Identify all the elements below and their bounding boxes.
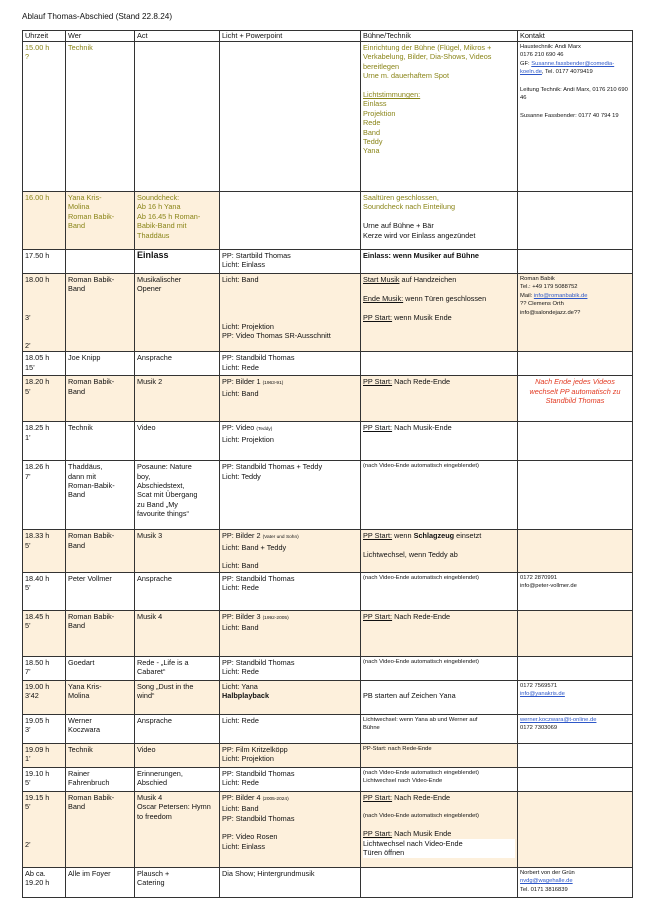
cell-uhrzeit: 16.00 h — [23, 192, 66, 250]
cell-kontakt — [518, 767, 633, 791]
cell-act: Erinnerungen, Abschied — [135, 767, 220, 791]
table-row — [23, 714, 633, 743]
cell-act — [135, 42, 220, 192]
cell-uhrzeit: 19.09 h 1’ — [23, 743, 66, 767]
cell-act: Ansprache — [135, 714, 220, 743]
cell-kontakt — [518, 461, 633, 530]
cell-act: Song „Dust in the wind“ — [135, 680, 220, 714]
cell-buehne: Einrichtung der Bühne (Flügel, Mikros + Verkabelung, Bilder, Dia-Shows, Videos bereitlegen Urne m. dauerhaftem Spot Lichtstimmungen: Einlass Projektion Rede Band Teddy Yana — [361, 42, 518, 192]
cell-kontakt — [518, 530, 633, 573]
table-row — [23, 422, 633, 461]
cell-buehne: PP Start: wenn Schlagzeug einsetzt Lichtwechsel, wenn Teddy ab — [361, 530, 518, 573]
cell-kontakt — [518, 192, 633, 250]
cell-wer: Technik — [66, 422, 135, 461]
cell-kontakt — [518, 791, 633, 867]
cell-kontakt — [518, 376, 633, 422]
cell-licht: PP: Bilder 3 (1992-2005) Licht: Band — [220, 610, 361, 656]
cell-wer: Roman Babik- Band — [66, 610, 135, 656]
cell-kontakt — [518, 352, 633, 376]
cell-act: Musikalischer Opener — [135, 274, 220, 352]
cell-licht: PP: Bilder 2 (Vater und Sohn) Licht: Band + Teddy Licht: Band — [220, 530, 361, 573]
cell-kontakt — [518, 422, 633, 461]
cell-buehne: (nach Video-Ende automatisch eingeblendet) — [361, 656, 518, 680]
cell-licht: PP: Video (Teddy) Licht: Projektion — [220, 422, 361, 461]
cell-kontakt: Haustechnik: Andi Marx 0176 210 690 46 GF: Susanne.fassbender@comedia-koeln.de, Tel. 0177 4079419 Leitung Technik: Andi Marx, 0176 210 690 46 Susanne Fassbender: 0177 40 794 19 — [518, 42, 633, 192]
cell-licht: PP: Standbild Thomas + Teddy Licht: Teddy — [220, 461, 361, 530]
cell-kontakt — [518, 250, 633, 274]
cell-wer: Roman Babik- Band — [66, 530, 135, 573]
cell-wer — [66, 250, 135, 274]
cell-kontakt: 0172 2870991 info@peter-vollmer.de — [518, 572, 633, 610]
cell-wer: Rainer Fahrenbruch — [66, 767, 135, 791]
cell-licht: PP: Bilder 4 (2005-2024) Licht: Band PP: Standbild Thomas PP: Video Rosen Licht: Einlass — [220, 791, 361, 867]
cell-licht: Licht: Band Licht: Projektion PP: Video Thomas SR-Ausschnitt — [220, 274, 361, 352]
email-link[interactable]: werner.koczwara@t-online.de — [520, 716, 597, 723]
table-row — [23, 192, 633, 250]
col-header-kontakt: Kontakt — [518, 31, 633, 42]
cell-buehne: (nach Video-Ende automatisch eingeblendet) — [361, 461, 518, 530]
cell-uhrzeit: 18.45 h 5’ — [23, 610, 66, 656]
cell-uhrzeit: 15.00 h ? — [23, 42, 66, 192]
cell-wer: Goedart — [66, 656, 135, 680]
table-row — [23, 352, 633, 376]
cell-act: Ansprache — [135, 352, 220, 376]
table-row — [23, 791, 633, 867]
cell-wer: Werner Koczwara — [66, 714, 135, 743]
col-header-uhrzeit: Uhrzeit — [23, 31, 66, 42]
cell-licht: PP: Film Kritzelköpp Licht: Projektion — [220, 743, 361, 767]
cell-uhrzeit: 18.33 h 5’ — [23, 530, 66, 573]
table-row — [23, 461, 633, 530]
cell-uhrzeit: 18.25 h 1’ — [23, 422, 66, 461]
cell-wer: Joe Knipp — [66, 352, 135, 376]
cell-act: Musik 4 Oscar Petersen: Hymn to freedom — [135, 791, 220, 867]
table-row — [23, 250, 633, 274]
email-link[interactable]: info@yanakris.de — [520, 691, 565, 698]
cell-wer: Technik — [66, 743, 135, 767]
cell-buehne: PP Start: Nach Rede-Ende — [361, 376, 518, 422]
cell-uhrzeit: 18.20 h 5’ — [23, 376, 66, 422]
cell-act: Musik 3 — [135, 530, 220, 573]
table-row — [23, 767, 633, 791]
email-link[interactable]: info@romanbabik.de — [533, 292, 588, 299]
cell-licht: Dia Show; Hintergrundmusik — [220, 867, 361, 897]
cell-buehne: Lichtwechsel: wenn Yana ab und Werner auf Bühne — [361, 714, 518, 743]
cell-uhrzeit: 19.00 h 3’42 — [23, 680, 66, 714]
cell-act: Plausch + Catering — [135, 867, 220, 897]
cell-uhrzeit: 19.10 h 5’ — [23, 767, 66, 791]
cell-kontakt — [518, 610, 633, 656]
cell-wer: Roman Babik- Band — [66, 791, 135, 867]
col-header-act: Act — [135, 31, 220, 42]
email-link[interactable]: nvdg@wagehalle.de — [520, 878, 573, 885]
col-header-licht: Licht + Powerpoint — [220, 31, 361, 42]
cell-act: Posaune: Nature boy, Abschiedstext, Scat mit Übergang zu Band „My favourite things“ — [135, 461, 220, 530]
note-video-switch: Nach Ende jedes Videos wechselt PP automatisch zu Standbild Thomas — [529, 377, 623, 405]
cell-uhrzeit: 18.50 h 7’ — [23, 656, 66, 680]
cell-buehne — [361, 352, 518, 376]
cell-buehne: Saaltüren geschlossen, Soundcheck nach Einteilung Urne auf Bühne + Bär Kerze wird vor Einlass angezündet — [361, 192, 518, 250]
table-row — [23, 610, 633, 656]
table-row — [23, 743, 633, 767]
cell-act: Video — [135, 422, 220, 461]
table-row — [23, 376, 633, 422]
cell-buehne — [361, 867, 518, 897]
cell-wer: Alle im Foyer — [66, 867, 135, 897]
cell-licht: PP: Standbild Thomas Licht: Rede — [220, 572, 361, 610]
cell-buehne: (nach Video-Ende automatisch eingeblendet) Lichtwechsel nach Video-Ende — [361, 767, 518, 791]
cell-kontakt: Norbert von der Grün nvdg@wagehalle.de Tel. 0171 3816839 — [518, 867, 633, 897]
cell-buehne: PP Start: Nach Musik-Ende — [361, 422, 518, 461]
cell-wer: Roman Babik- Band — [66, 376, 135, 422]
col-header-buehne: Bühne/Technik — [361, 31, 518, 42]
col-header-wer: Wer — [66, 31, 135, 42]
cell-act: Musik 4 — [135, 610, 220, 656]
cell-licht: Licht: Rede — [220, 714, 361, 743]
table-row — [23, 572, 633, 610]
cell-licht: PP: Startbild Thomas Licht: Einlass — [220, 250, 361, 274]
cell-uhrzeit: 18.40 h 5’ — [23, 572, 66, 610]
cell-act: Ansprache — [135, 572, 220, 610]
cell-wer: Peter Vollmer — [66, 572, 135, 610]
cell-wer: Roman Babik- Band — [66, 274, 135, 352]
cell-kontakt — [518, 656, 633, 680]
cell-licht: PP: Bilder 1 (1963-91) Licht: Band — [220, 376, 361, 422]
schedule-table — [22, 30, 633, 898]
cell-licht: PP: Standbild Thomas Licht: Rede — [220, 656, 361, 680]
table-row — [23, 530, 633, 573]
cell-uhrzeit: 19.05 h 3’ — [23, 714, 66, 743]
cell-uhrzeit: 17.50 h — [23, 250, 66, 274]
cell-uhrzeit: 19.15 h 5’ 2’ — [23, 791, 66, 867]
cell-licht — [220, 42, 361, 192]
cell-kontakt: Roman Babik Tel.: +49 179 5088752 Mail: info@romanbabik.de ?? Clemens Orth info@salondejazz.de?? — [518, 274, 633, 352]
table-header-row — [23, 31, 633, 42]
cell-buehne: PP-Start: nach Rede-Ende — [361, 743, 518, 767]
table-row — [23, 656, 633, 680]
cell-licht: PP: Standbild Thomas Licht: Rede — [220, 767, 361, 791]
cell-buehne: PP Start: Nach Rede-Ende — [361, 610, 518, 656]
cell-wer: Technik — [66, 42, 135, 192]
cell-act: Video — [135, 743, 220, 767]
cell-buehne: (nach Video-Ende automatisch eingeblendet) — [361, 572, 518, 610]
cell-licht — [220, 192, 361, 250]
cell-uhrzeit: 18.05 h 15’ — [23, 352, 66, 376]
page-title: Ablauf Thomas-Abschied (Stand 22.8.24) — [22, 12, 173, 21]
cell-wer: Yana Kris- Molina — [66, 680, 135, 714]
cell-kontakt — [518, 743, 633, 767]
cell-licht: Licht: Yana Halbplayback — [220, 680, 361, 714]
cell-kontakt: 0172 7569571 info@yanakris.de — [518, 680, 633, 714]
cell-act: Soundcheck: Ab 16 h Yana Ab 16.45 h Roman- Babik-Band mit Thaddäus — [135, 192, 220, 250]
cell-buehne: Start Musik auf Handzeichen Ende Musik: wenn Türen geschlossen PP Start: wenn Musik Ende — [361, 274, 518, 352]
table-row — [23, 867, 633, 897]
cell-buehne: PP Start: Nach Rede-Ende (nach Video-Ende automatisch eingeblendet) PP Start: Nach Musik Ende Lichtwechsel nach Video-Ende Türen öffnen — [361, 791, 518, 867]
cell-kontakt: werner.koczwara@t-online.de 0172 7303069 — [518, 714, 633, 743]
cell-uhrzeit: 18.00 h 3’ 2’ — [23, 274, 66, 352]
cell-wer: Thaddäus, dann mit Roman-Babik- Band — [66, 461, 135, 530]
email-link[interactable]: Susanne.fassbender@comedia-koeln.de — [520, 60, 615, 76]
table-row — [23, 42, 633, 192]
cell-licht: PP: Standbild Thomas Licht: Rede — [220, 352, 361, 376]
cell-uhrzeit: Ab ca. 19.20 h — [23, 867, 66, 897]
table-row — [23, 274, 633, 352]
cell-buehne: PB starten auf Zeichen Yana — [361, 680, 518, 714]
cell-act: Rede - „Life is a Cabaret“ — [135, 656, 220, 680]
table-row — [23, 680, 633, 714]
cell-uhrzeit: 18.26 h 7’ — [23, 461, 66, 530]
cell-wer: Yana Kris- Molina Roman Babik- Band — [66, 192, 135, 250]
cell-act: Musik 2 — [135, 376, 220, 422]
cell-buehne: Einlass: wenn Musiker auf Bühne — [361, 250, 518, 274]
cell-act: Einlass — [135, 250, 220, 274]
